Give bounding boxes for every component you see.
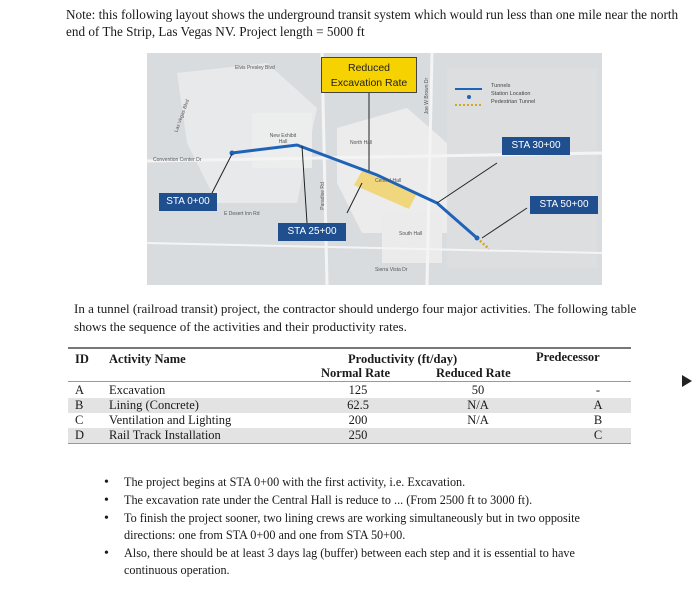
cell-pred: B [593, 413, 603, 427]
header-activity-name: Activity Name [109, 352, 186, 366]
station-dot-50 [475, 236, 480, 241]
bullet-icon: • [104, 493, 109, 508]
header-predecessor: Predecessor [536, 350, 600, 364]
table-row [68, 428, 631, 443]
reduced-rate-callout [321, 57, 417, 93]
header-normal-rate: Normal Rate [321, 366, 391, 380]
note-paragraph: Note: this following layout shows the underground transit system which would run less than one mile near the north end of The Strip, Las Vegas NV. Project length = 5000 ft [66, 7, 679, 39]
list-item: • Also, there should be at least 3 days lag (buffer) between each step and it is essential to have continuous operation. [104, 546, 575, 577]
list-item: • The project begins at STA 0+00 with the first activity, i.e. Excavation. [104, 475, 466, 490]
bullet-icon: • [104, 511, 109, 526]
table-row [68, 413, 631, 428]
label-lvblvd: Las Vegas Blvd [173, 98, 191, 134]
cell-normal: 250 [348, 428, 368, 442]
cell-name: Excavation [109, 383, 166, 397]
label-north-hall: North Hall [350, 140, 373, 146]
table-header-rule [68, 381, 631, 382]
station-label-sta30: STA 30+00 [502, 137, 570, 155]
station-label-sta25: STA 25+00 [278, 223, 346, 241]
bullet-icon: • [104, 475, 109, 490]
label-central-hall: Central Hall [375, 178, 402, 184]
label-elvis: Elvis Presley Blvd [235, 65, 275, 71]
list-item: • To finish the project sooner, two lining crews are working simultaneously but in two opposite directions: one from STA 0+00 and one from STA 50+00. [104, 511, 580, 542]
label-desert-inn: E Desert Inn Rd [224, 211, 260, 217]
station-label-sta50: STA 50+00 [530, 196, 598, 214]
cell-id: A [75, 383, 85, 397]
label-convention: Convention Center Dr [153, 157, 202, 163]
cell-name: Ventilation and Lighting [109, 413, 232, 427]
reduced-line-2: Excavation Rate [330, 77, 408, 89]
table-bottom-rule [68, 443, 631, 444]
label-south-hall: South Hall [399, 231, 423, 237]
label-joe-brown: Joe W Brown Dr [424, 77, 431, 115]
header-reduced-rate: Reduced Rate [436, 366, 511, 380]
map-legend [449, 83, 559, 107]
list-item: • The excavation rate under the Central Hall is reduce to ... (From 2500 ft to 3000 ft). [104, 493, 533, 508]
cell-reduced: 50 [471, 383, 485, 397]
header-productivity: Productivity (ft/day) [348, 352, 458, 366]
cell-name: Rail Track Installation [109, 428, 221, 442]
intro-paragraph: In a tunnel (railroad transit) project, the contractor should undergo four major activities. The following table shows the sequence of the activities and their productivity rates. [74, 301, 637, 334]
cell-pred: A [593, 398, 603, 412]
header-id: ID [75, 352, 89, 366]
cell-normal: 200 [348, 413, 368, 427]
label-new-hall: New Exhibit Hall [269, 133, 297, 145]
cell-reduced: N/A [467, 398, 489, 412]
bullet-icon: • [104, 546, 109, 561]
cell-id: D [75, 428, 85, 442]
cell-id: B [75, 398, 84, 412]
reduced-line-1: Reduced [347, 62, 391, 74]
label-paradise: Paradise Rd [319, 182, 326, 210]
cell-normal: 125 [348, 383, 368, 397]
cell-pred: C [593, 428, 603, 442]
station-label-sta0: STA 0+00 [159, 193, 217, 211]
notes-list [100, 474, 630, 580]
cell-normal: 62.5 [347, 398, 369, 412]
label-sierra: Sierra Vista Dr [375, 267, 408, 273]
building-south-hall [382, 213, 442, 263]
table-row [68, 383, 631, 398]
transit-map [147, 53, 602, 285]
cell-name: Lining (Concrete) [109, 398, 199, 412]
cell-id: C [75, 413, 84, 427]
table-top-rule [68, 347, 631, 349]
legend-pedestrian: Pedestrian Tunnel [491, 99, 536, 105]
cell-reduced: N/A [467, 413, 489, 427]
table-row [68, 398, 631, 413]
cell-pred: - [595, 383, 601, 397]
legend-tunnels: Tunnels [491, 83, 511, 89]
legend-station: Station Location [491, 91, 531, 97]
mouse-cursor-icon [682, 375, 692, 387]
